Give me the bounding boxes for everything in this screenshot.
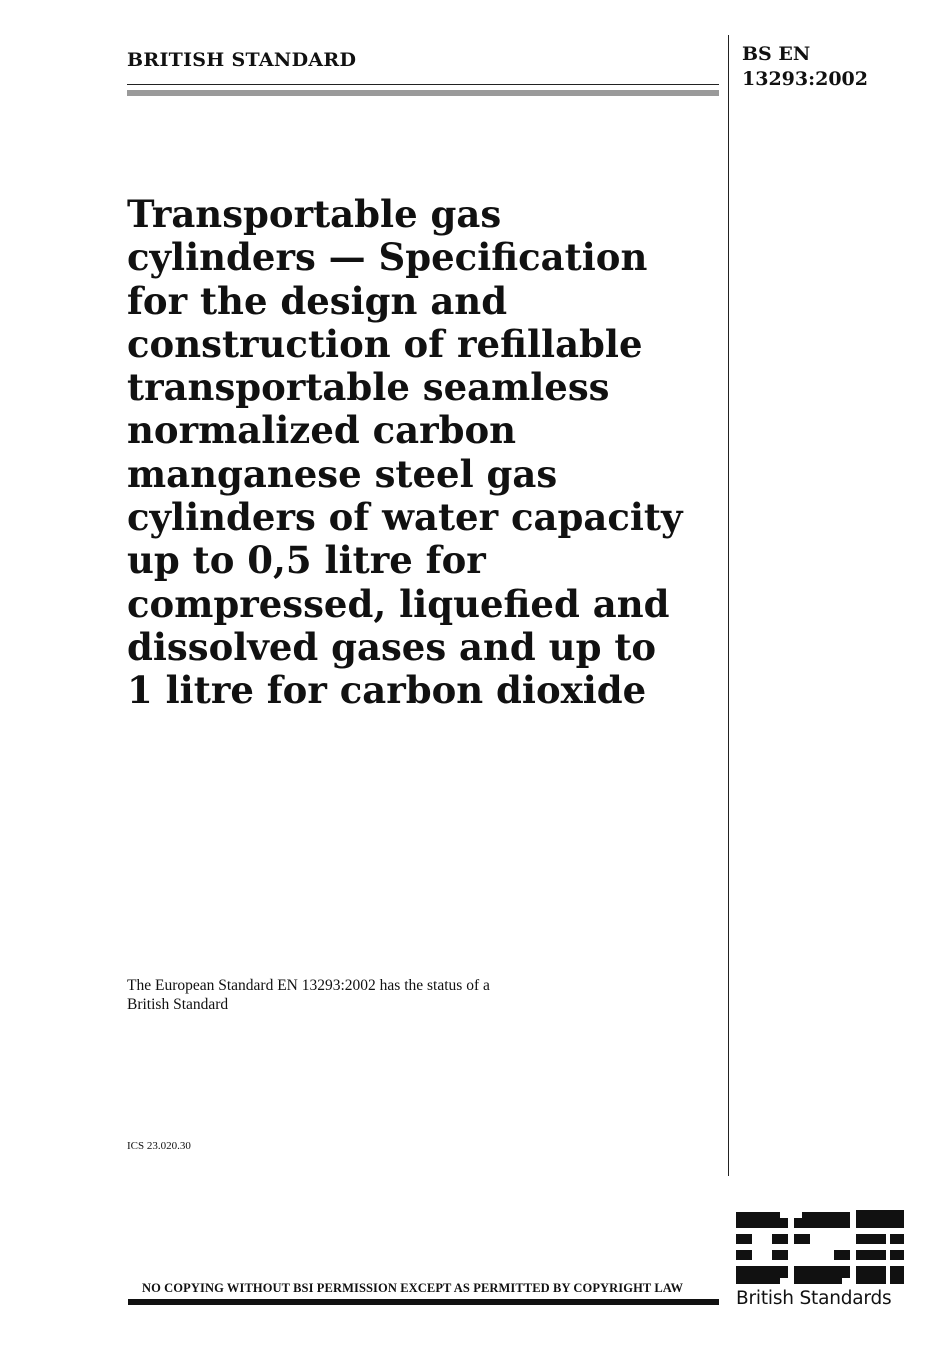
footer-rule: [128, 1299, 719, 1305]
header-thin-rule: [127, 84, 719, 85]
copyright-notice: NO COPYING WITHOUT BSI PERMISSION EXCEPT AS PERMITTED BY COPYRIGHT LAW: [142, 1281, 684, 1295]
title-line: dissolved gases and up to: [127, 624, 657, 669]
title-line: cylinders — Specification: [127, 235, 648, 280]
title-line: cylinders of water capacity: [127, 495, 683, 540]
document-title: [127, 193, 727, 713]
title-line: construction of refillable: [127, 321, 643, 366]
title-line: manganese steel gas: [127, 451, 558, 496]
status-line-1: The European Standard EN 13293:2002 has the status of a: [127, 977, 490, 994]
title-line: compressed, liquefied and: [127, 581, 670, 626]
title-line: 1 litre for carbon dioxide: [127, 668, 647, 713]
header-thick-rule: [127, 90, 719, 96]
vertical-divider: [728, 35, 729, 1176]
document-number-line-2: 13293:2002: [742, 68, 868, 90]
title-line: Transportable gas: [127, 192, 502, 236]
status-line-2: British Standard: [127, 995, 229, 1013]
title-line: for the design and: [127, 278, 508, 323]
title-line: normalized carbon: [127, 408, 517, 453]
document-number-line-1: BS EN: [742, 43, 811, 65]
title-line: transportable seamless: [127, 365, 610, 410]
standard-series-label: BRITISH STANDARD: [127, 49, 357, 71]
bsi-logo-caption: British Standards: [736, 1288, 892, 1309]
document-number: [742, 42, 868, 92]
title-line: up to 0,5 litre for: [127, 538, 486, 583]
status-statement: [127, 977, 490, 1014]
ics-code: ICS 23.020.30: [127, 1140, 191, 1152]
